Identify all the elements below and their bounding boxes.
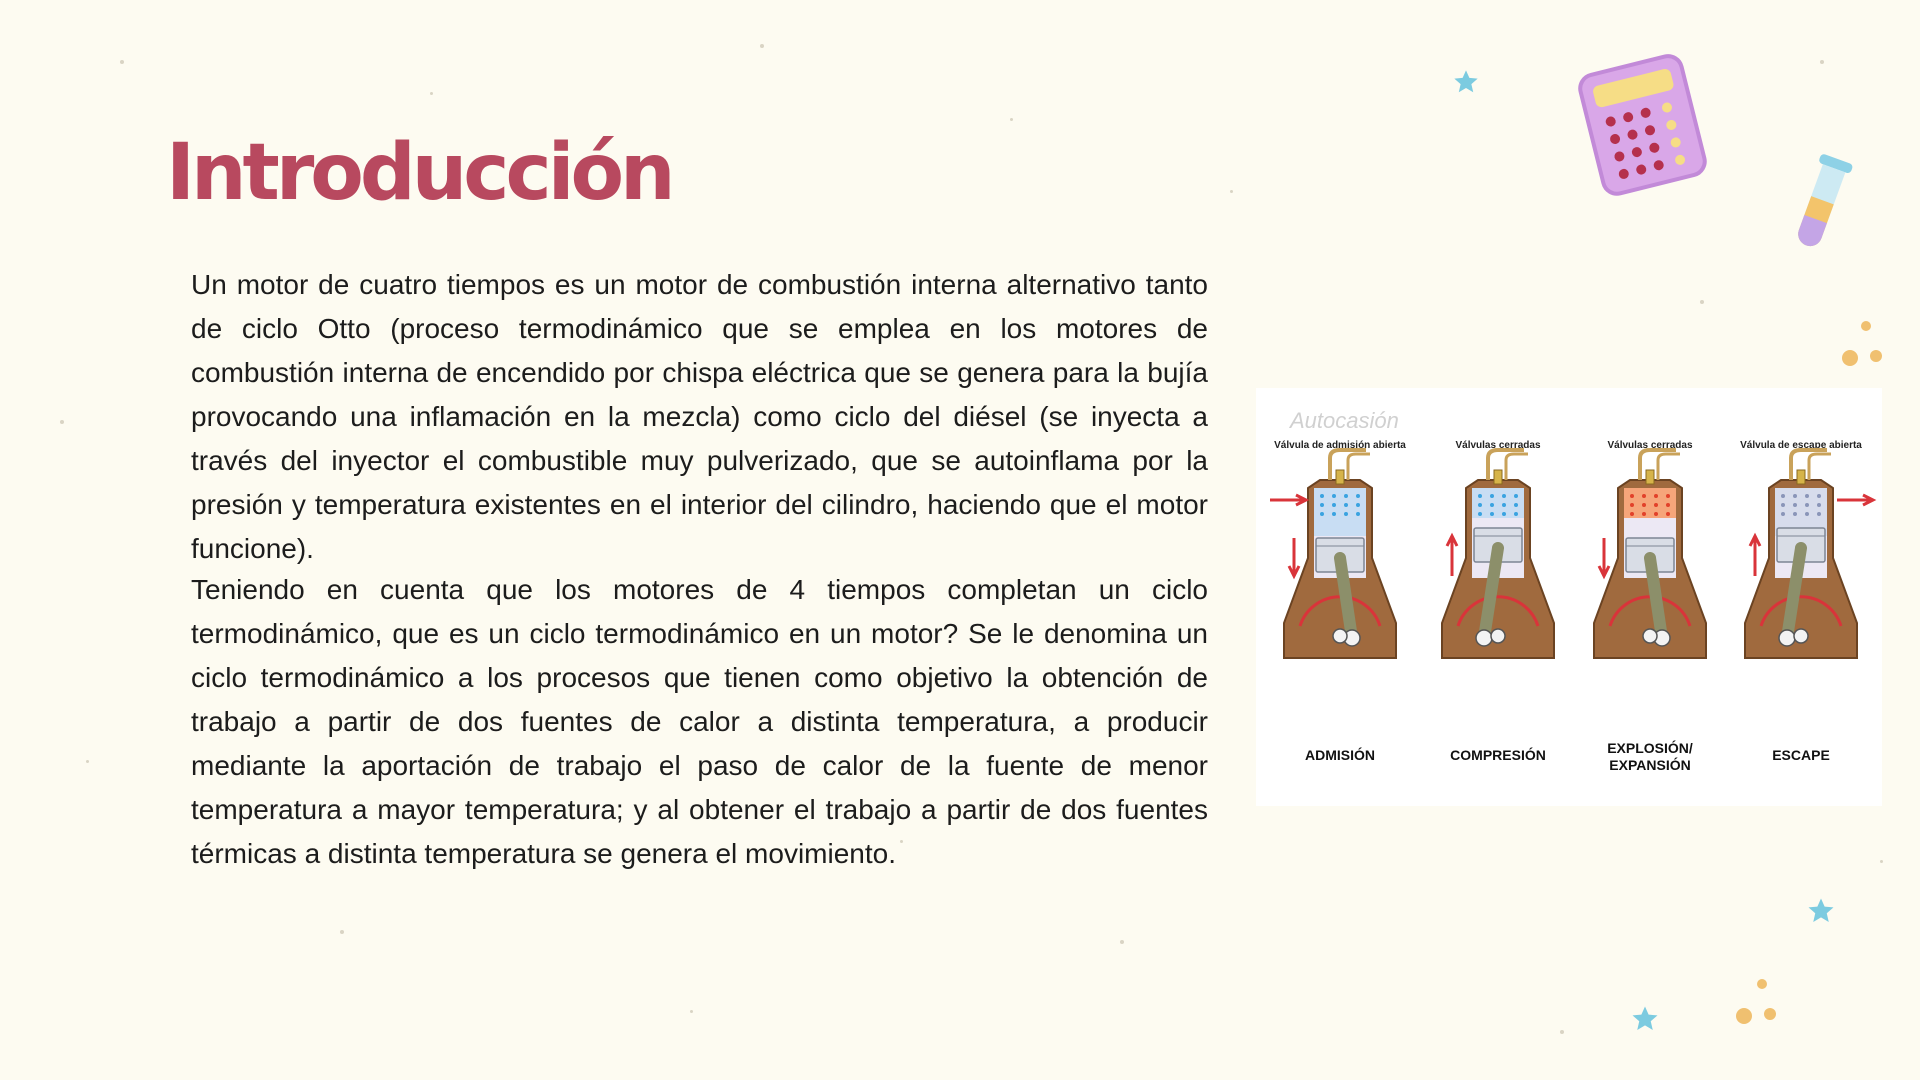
mixture-dot bbox=[1502, 503, 1506, 507]
mixture-dot bbox=[1344, 512, 1348, 516]
arrow-down-icon bbox=[1599, 538, 1609, 576]
calculator-icon bbox=[1572, 48, 1712, 198]
mixture-dot bbox=[1478, 503, 1482, 507]
crank-pin bbox=[1476, 630, 1492, 646]
mixture-dot bbox=[1320, 503, 1324, 507]
mixture-dot bbox=[1666, 512, 1670, 516]
mixture-dot bbox=[1793, 512, 1797, 516]
mixture-dot bbox=[1793, 494, 1797, 498]
mixture-dot bbox=[1344, 494, 1348, 498]
dots-decoration-icon bbox=[1834, 316, 1884, 368]
mixture-dot bbox=[1805, 503, 1809, 507]
stage-label: ADMISIÓN bbox=[1305, 747, 1375, 763]
watermark-text: Autocasión bbox=[1290, 408, 1399, 433]
mixture-dot bbox=[1630, 494, 1634, 498]
exhaust-port bbox=[1348, 454, 1370, 480]
crankshaft bbox=[1333, 629, 1347, 643]
star-icon bbox=[1806, 896, 1836, 926]
engine-stage bbox=[1740, 440, 1873, 763]
spark-plug bbox=[1797, 470, 1805, 484]
slide-title: Introducción bbox=[166, 128, 672, 218]
mixture-dot bbox=[1805, 512, 1809, 516]
mixture-dot bbox=[1332, 512, 1336, 516]
stage-top-label: Válvula de escape abierta bbox=[1740, 440, 1862, 451]
mixture-dot bbox=[1514, 512, 1518, 516]
mixture-dot bbox=[1514, 494, 1518, 498]
mixture-dot bbox=[1332, 503, 1336, 507]
star-icon bbox=[1630, 1004, 1660, 1034]
exhaust-port bbox=[1658, 454, 1680, 480]
stage-label-line2: EXPANSIÓN bbox=[1609, 757, 1691, 773]
test-tube-icon bbox=[1780, 150, 1860, 270]
arrow-up-icon bbox=[1447, 536, 1457, 576]
star-icon bbox=[1452, 68, 1480, 96]
engine-stage bbox=[1270, 440, 1406, 763]
mixture-dot bbox=[1666, 503, 1670, 507]
mixture-dot bbox=[1805, 494, 1809, 498]
mixture-dot bbox=[1781, 503, 1785, 507]
mixture-dot bbox=[1356, 494, 1360, 498]
intake-arrow-icon bbox=[1270, 495, 1306, 505]
mixture-dot bbox=[1502, 512, 1506, 516]
mixture-dot bbox=[1642, 494, 1646, 498]
exhaust-port bbox=[1809, 454, 1831, 480]
mixture-dot bbox=[1817, 512, 1821, 516]
mixture-dot bbox=[1502, 494, 1506, 498]
spark-plug bbox=[1494, 470, 1502, 484]
mixture-dot bbox=[1781, 494, 1785, 498]
engine-stage bbox=[1442, 440, 1554, 763]
mixture-dot bbox=[1793, 503, 1797, 507]
stage-label: ESCAPE bbox=[1772, 747, 1830, 763]
stage-label: EXPLOSIÓN/ bbox=[1607, 740, 1693, 756]
mixture-dot bbox=[1478, 512, 1482, 516]
arrow-up-icon bbox=[1750, 536, 1760, 576]
crankshaft bbox=[1794, 629, 1808, 643]
crank-pin bbox=[1779, 630, 1795, 646]
mixture-dot bbox=[1630, 503, 1634, 507]
mixture-dot bbox=[1478, 494, 1482, 498]
exhaust-port bbox=[1506, 454, 1528, 480]
mixture-dot bbox=[1356, 503, 1360, 507]
mixture-dot bbox=[1514, 503, 1518, 507]
intro-paragraph: Un motor de cuatro tiempos es un motor de combustión interna alternativo tanto de ciclo Otto (proceso termodinámico que se emplea en los motores de combustión interna de encendido por chispa eléctrica que se genera para la bujía provocando una inflamación en la mezcla) como ciclo del diésel (se inyecta a través del inyector el combustible muy pulverizado, que se autoinflama por la presión y temperatura existentes en el interior del cilindro, haciendo que el motor funcione). bbox=[191, 269, 1208, 564]
arrow-down-icon bbox=[1289, 538, 1299, 576]
exhaust-arrow-icon bbox=[1837, 495, 1873, 505]
engine-stage bbox=[1594, 440, 1706, 773]
mixture-dot bbox=[1642, 512, 1646, 516]
stage-top-label: Válvula de admisión abierta bbox=[1274, 440, 1406, 451]
mixture-dot bbox=[1630, 512, 1634, 516]
mixture-dot bbox=[1654, 512, 1658, 516]
mixture-dot bbox=[1490, 503, 1494, 507]
cycle-paragraph: Teniendo en cuenta que los motores de 4 tiempos completan un ciclo termodinámico, que es un ciclo termodinámico en un motor? Se le denomina un ciclo termodinámico a los procesos que tienen como objetivo la obtención de trabajo a partir de dos fuentes de calor a distinta temperatura, a producir mediante la aportación de trabajo el paso de calor de la fuente de menor temperatura a mayor temperatura; y al obtener el trabajo a partir de dos fuentes térmicas a distinta temperatura se genera el movimiento. bbox=[191, 574, 1208, 869]
mixture-dot bbox=[1320, 494, 1324, 498]
mixture-dot bbox=[1490, 512, 1494, 516]
mixture-dot bbox=[1781, 512, 1785, 516]
stage-top-label: Válvulas cerradas bbox=[1455, 440, 1541, 451]
mixture-dot bbox=[1654, 503, 1658, 507]
mixture-dot bbox=[1320, 512, 1324, 516]
mixture-dot bbox=[1817, 494, 1821, 498]
stage-label: COMPRESIÓN bbox=[1450, 747, 1546, 763]
four-stroke-diagram bbox=[1256, 388, 1882, 806]
crankshaft bbox=[1643, 629, 1657, 643]
mixture-dot bbox=[1654, 494, 1658, 498]
spark-plug bbox=[1336, 470, 1344, 484]
mixture-dot bbox=[1344, 503, 1348, 507]
dots-decoration-icon bbox=[1730, 976, 1780, 1026]
mixture-dot bbox=[1356, 512, 1360, 516]
mixture-dot bbox=[1666, 494, 1670, 498]
mixture-dot bbox=[1817, 503, 1821, 507]
crankshaft bbox=[1491, 629, 1505, 643]
mixture-dot bbox=[1642, 503, 1646, 507]
spark-plug bbox=[1646, 470, 1654, 484]
stage-top-label: Válvulas cerradas bbox=[1607, 440, 1693, 451]
mixture-dot bbox=[1332, 494, 1336, 498]
mixture-dot bbox=[1490, 494, 1494, 498]
